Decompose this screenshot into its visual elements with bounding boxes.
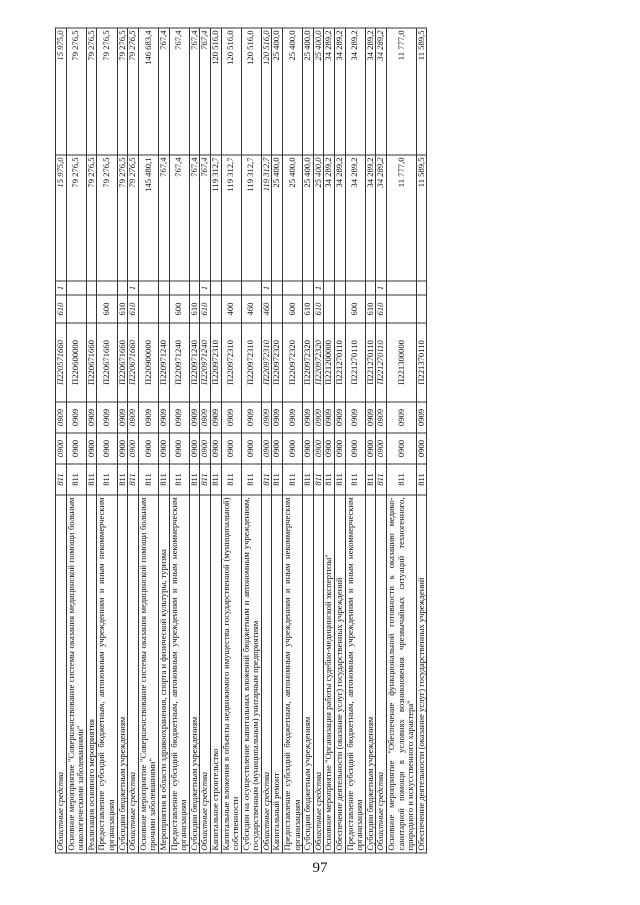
cell-source: 1	[376, 281, 387, 295]
cell-subsection: 0909	[158, 402, 169, 433]
cell-expense-type: 610	[128, 295, 139, 323]
cell-target-code: П220972320	[313, 323, 324, 402]
cell-target-code: П220971240	[158, 323, 169, 402]
cell-ministry: 811	[189, 464, 200, 495]
cell-name: Субсидии бюджетным учреждениям	[303, 495, 314, 853]
cell-ministry: 811	[313, 464, 324, 495]
cell-name: Обеспечение деятельности (оказание услуг) государственных учреждений	[416, 495, 427, 853]
cell-expense-type	[387, 295, 417, 323]
cell-section: 0900	[335, 433, 346, 464]
cell-subsection: 0909	[117, 402, 128, 433]
cell-section: 0900	[221, 433, 241, 464]
table-row	[283, 28, 303, 853]
cell-name: Субсидии на осуществление капитальных вложений бюджетным и автономным учреждениям, государственным (муниципальным) унитарным предприятиям	[241, 495, 261, 853]
cell-subsection: 0909	[376, 402, 387, 433]
cell-expense-type: 600	[345, 295, 365, 323]
cell-ministry: 811	[221, 464, 241, 495]
cell-expense-type: 600	[97, 295, 117, 323]
cell-source: 1	[313, 281, 324, 295]
cell-name: Основное мероприятие "Обеспечение функциональной готовности к оказанию медико-санитарной помощи в условиях возникновения чрезвычайных ситуаций техногенного, природного и искусственного характера"	[387, 495, 417, 853]
table-row	[97, 28, 117, 853]
cell-source	[66, 281, 86, 295]
cell-total: 767,4	[169, 28, 189, 155]
cell-target-code: П221270110	[376, 323, 387, 402]
cell-subsection: 0909	[313, 402, 324, 433]
table-row	[272, 28, 283, 853]
cell-name: Субсидии бюджетным учреждениям	[117, 495, 128, 853]
cell-total: 34 289,2	[365, 28, 376, 155]
cell-ministry: 811	[66, 464, 86, 495]
cell-section: 0900	[303, 433, 314, 464]
cell-ministry: 811	[345, 464, 365, 495]
cell-target-code: П221370110	[416, 323, 427, 402]
cell-expense-type: 610	[303, 295, 314, 323]
rotated-document-page	[15, 25, 625, 880]
cell-amount: 34 289,2	[335, 155, 346, 281]
cell-total: 767,4	[189, 28, 200, 155]
cell-expense-type	[86, 295, 97, 323]
table-row	[416, 28, 427, 853]
cell-total: 79 276,5	[128, 28, 139, 155]
table-row	[189, 28, 200, 853]
cell-section: 0900	[241, 433, 261, 464]
cell-target-code: П220900000	[138, 323, 158, 402]
page-number-container	[15, 858, 625, 880]
cell-subsection: 0909	[416, 402, 427, 433]
cell-name: Реализация основного мероприятия	[86, 495, 97, 853]
cell-amount: 25 400,0	[313, 155, 324, 281]
cell-target-code: П221270110	[365, 323, 376, 402]
cell-ministry: 811	[138, 464, 158, 495]
cell-ministry: 811	[158, 464, 169, 495]
cell-name: Предоставление субсидий бюджетным, автономным учреждениям и иным некоммерческим организациям	[283, 495, 303, 853]
cell-ministry: 811	[128, 464, 139, 495]
cell-target-code: П221300000	[387, 323, 417, 402]
cell-amount: 79 276,5	[117, 155, 128, 281]
cell-amount: 11 589,5	[416, 155, 427, 281]
cell-name: Мероприятия в области здравоохранения, спорта и физической культуры, туризма	[158, 495, 169, 853]
cell-source	[324, 281, 335, 295]
cell-expense-type	[210, 295, 221, 323]
cell-amount: 25 400,0	[283, 155, 303, 281]
cell-source	[117, 281, 128, 295]
cell-section: 0900	[416, 433, 427, 464]
cell-section: 0900	[169, 433, 189, 464]
cell-subsection: 0909	[272, 402, 283, 433]
cell-source: 1	[128, 281, 139, 295]
cell-subsection: 0909	[221, 402, 241, 433]
table-row	[313, 28, 324, 853]
cell-source	[86, 281, 97, 295]
cell-source	[365, 281, 376, 295]
table-body	[56, 28, 427, 853]
cell-expense-type	[272, 295, 283, 323]
cell-total: 79 276,5	[97, 28, 117, 155]
cell-amount: 767,4	[169, 155, 189, 281]
cell-amount: 25 400,0	[303, 155, 314, 281]
cell-target-code: П220971240	[200, 323, 211, 402]
cell-section: 0900	[200, 433, 211, 464]
cell-amount: 145 480,1	[138, 155, 158, 281]
cell-ministry: 811	[97, 464, 117, 495]
cell-total: 34 289,2	[376, 28, 387, 155]
cell-expense-type	[66, 295, 86, 323]
cell-name: Основное мероприятие "Совершенствование системы оказания медицинской помощи больным прочими заболеваниями"	[138, 495, 158, 853]
cell-amount: 79 276,5	[97, 155, 117, 281]
table-row	[169, 28, 189, 853]
cell-source: 1	[56, 281, 67, 295]
cell-amount: 25 400,0	[272, 155, 283, 281]
cell-amount: 767,4	[189, 155, 200, 281]
page-number: 97	[312, 860, 328, 876]
table-row	[138, 28, 158, 853]
cell-total: 120 516,0	[221, 28, 241, 155]
cell-section: 0900	[345, 433, 365, 464]
table-row	[335, 28, 346, 853]
table-row	[86, 28, 97, 853]
cell-total: 120 516,0	[261, 28, 272, 155]
cell-subsection: 0909	[345, 402, 365, 433]
cell-expense-type: 610	[56, 295, 67, 323]
cell-expense-type: 600	[169, 295, 189, 323]
cell-total: 120 516,0	[210, 28, 221, 155]
cell-target-code: П220972320	[303, 323, 314, 402]
table-row	[365, 28, 376, 853]
cell-subsection: 0909	[261, 402, 272, 433]
cell-amount: 15 975,0	[56, 155, 67, 281]
cell-ministry: 811	[365, 464, 376, 495]
table-row	[158, 28, 169, 853]
cell-name: Основное мероприятие "Совершенствование системы оказания медицинской помощи больным онкологическими заболеваниями"	[66, 495, 86, 853]
cell-amount: 11 777,0	[387, 155, 417, 281]
cell-section: 0900	[56, 433, 67, 464]
table-row	[56, 28, 67, 853]
cell-ministry: 811	[200, 464, 211, 495]
cell-total: 79 276,5	[66, 28, 86, 155]
cell-target-code: П220671660	[128, 323, 139, 402]
cell-name: Капитальные вложения в объекты недвижимого имущества государственной (муниципальной) собственности	[221, 495, 241, 853]
cell-amount: 79 276,5	[128, 155, 139, 281]
cell-total: 79 276,5	[86, 28, 97, 155]
cell-amount: 119 312,7	[261, 155, 272, 281]
cell-source: 1	[200, 281, 211, 295]
cell-section: 0900	[365, 433, 376, 464]
cell-ministry: 811	[376, 464, 387, 495]
cell-name: Областные средства	[313, 495, 324, 853]
cell-amount: 119 312,7	[210, 155, 221, 281]
cell-amount: 79 276,5	[66, 155, 86, 281]
cell-ministry: 811	[86, 464, 97, 495]
cell-expense-type: 400	[221, 295, 241, 323]
cell-expense-type	[138, 295, 158, 323]
cell-subsection: 0909	[210, 402, 221, 433]
cell-ministry: 811	[261, 464, 272, 495]
cell-target-code: П220972320	[272, 323, 283, 402]
cell-target-code: П220600000	[66, 323, 86, 402]
cell-expense-type: 610	[365, 295, 376, 323]
cell-source: 1	[261, 281, 272, 295]
table-row	[261, 28, 272, 853]
cell-ministry: 811	[416, 464, 427, 495]
table-row	[221, 28, 241, 853]
cell-name: Предоставление субсидий бюджетным, автономным учреждениям и иным некоммерческим организациям	[169, 495, 189, 853]
cell-subsection: 0909	[200, 402, 211, 433]
cell-name: Областные средства	[376, 495, 387, 853]
cell-section: 0900	[138, 433, 158, 464]
cell-subsection: 0909	[324, 402, 335, 433]
cell-subsection: 0909	[283, 402, 303, 433]
cell-total: 25 400,0	[283, 28, 303, 155]
cell-expense-type: 460	[241, 295, 261, 323]
cell-ministry: 811	[169, 464, 189, 495]
cell-expense-type: 610	[200, 295, 211, 323]
cell-source	[335, 281, 346, 295]
cell-total: 79 276,5	[117, 28, 128, 155]
cell-expense-type: 460	[261, 295, 272, 323]
cell-subsection: 0909	[169, 402, 189, 433]
cell-expense-type	[335, 295, 346, 323]
cell-section: 0900	[86, 433, 97, 464]
cell-target-code: П220571660	[56, 323, 67, 402]
cell-expense-type	[324, 295, 335, 323]
cell-section: 0900	[261, 433, 272, 464]
cell-subsection: 0909	[241, 402, 261, 433]
cell-target-code: П220972310	[221, 323, 241, 402]
cell-target-code: П220972310	[261, 323, 272, 402]
cell-total: 25 400,0	[272, 28, 283, 155]
cell-section: 0900	[66, 433, 86, 464]
cell-total: 25 400,0	[313, 28, 324, 155]
cell-total: 25 400,0	[303, 28, 314, 155]
cell-source	[387, 281, 417, 295]
cell-subsection: 0909	[128, 402, 139, 433]
cell-ministry: 811	[117, 464, 128, 495]
cell-expense-type: 610	[313, 295, 324, 323]
cell-target-code: П220972320	[283, 323, 303, 402]
cell-amount: 119 312,7	[241, 155, 261, 281]
cell-target-code: П220671660	[86, 323, 97, 402]
cell-source	[97, 281, 117, 295]
cell-name: Основное мероприятие "Организация работы судебно-медицинской экспертизы"	[324, 495, 335, 853]
cell-section: 0900	[117, 433, 128, 464]
cell-source	[345, 281, 365, 295]
cell-expense-type: 600	[283, 295, 303, 323]
cell-source	[221, 281, 241, 295]
cell-subsection: 0909	[138, 402, 158, 433]
cell-section: 0900	[272, 433, 283, 464]
cell-name: Областные средства	[200, 495, 211, 853]
cell-ministry: 811	[241, 464, 261, 495]
cell-name: Капитальный ремонт	[272, 495, 283, 853]
cell-section: 0900	[128, 433, 139, 464]
cell-section: 0900	[97, 433, 117, 464]
cell-target-code: П221200000	[324, 323, 335, 402]
cell-amount: 119 312,7	[221, 155, 241, 281]
cell-subsection: 0909	[97, 402, 117, 433]
cell-target-code: П220971240	[169, 323, 189, 402]
table-row	[128, 28, 139, 853]
cell-amount: 767,4	[200, 155, 211, 281]
cell-section: 0900	[210, 433, 221, 464]
cell-name: Субсидии бюджетным учреждениям	[365, 495, 376, 853]
budget-table	[55, 28, 427, 854]
cell-ministry: 811	[283, 464, 303, 495]
cell-amount: 34 289,2	[365, 155, 376, 281]
cell-target-code: П221270110	[345, 323, 365, 402]
cell-target-code: П220971240	[189, 323, 200, 402]
cell-source	[283, 281, 303, 295]
cell-total: 120 516,0	[241, 28, 261, 155]
cell-section: 0900	[387, 433, 417, 464]
cell-total: 34 289,2	[345, 28, 365, 155]
cell-expense-type	[158, 295, 169, 323]
cell-ministry: 811	[56, 464, 67, 495]
cell-source	[210, 281, 221, 295]
cell-expense-type: 610	[189, 295, 200, 323]
table-row	[66, 28, 86, 853]
cell-section: 0900	[189, 433, 200, 464]
cell-total: 11 777,0	[387, 28, 417, 155]
cell-source	[272, 281, 283, 295]
cell-ministry: 811	[303, 464, 314, 495]
cell-expense-type: 610	[376, 295, 387, 323]
cell-total: 15 975,0	[56, 28, 67, 155]
cell-expense-type: 610	[117, 295, 128, 323]
cell-ministry: 811	[387, 464, 417, 495]
cell-ministry: 811	[210, 464, 221, 495]
cell-expense-type	[416, 295, 427, 323]
cell-total: 767,4	[200, 28, 211, 155]
cell-section: 0900	[313, 433, 324, 464]
cell-name: Областные средства	[261, 495, 272, 853]
cell-subsection: 0909	[303, 402, 314, 433]
table-row	[210, 28, 221, 853]
cell-source	[189, 281, 200, 295]
cell-target-code: П220671660	[97, 323, 117, 402]
cell-name: Предоставление субсидий бюджетным, автономным учреждениям и иным некоммерческим организациям	[345, 495, 365, 853]
cell-total: 11 589,5	[416, 28, 427, 155]
cell-ministry: 811	[324, 464, 335, 495]
cell-target-code: П220671660	[117, 323, 128, 402]
cell-source	[303, 281, 314, 295]
cell-subsection: 0909	[56, 402, 67, 433]
cell-section: 0900	[324, 433, 335, 464]
cell-source	[169, 281, 189, 295]
cell-subsection: 0909	[387, 402, 417, 433]
table-row	[241, 28, 261, 853]
cell-section: 0900	[158, 433, 169, 464]
cell-amount: 34 289,2	[324, 155, 335, 281]
cell-name: Капитальное строительство	[210, 495, 221, 853]
cell-target-code: П221270110	[335, 323, 346, 402]
cell-amount: 34 289,2	[376, 155, 387, 281]
cell-source	[158, 281, 169, 295]
cell-subsection: 0909	[365, 402, 376, 433]
table-row	[117, 28, 128, 853]
table-row	[387, 28, 417, 853]
cell-section: 0900	[283, 433, 303, 464]
cell-total: 34 289,2	[324, 28, 335, 155]
cell-total: 146 683,4	[138, 28, 158, 155]
cell-total: 767,4	[158, 28, 169, 155]
cell-amount: 79 276,5	[86, 155, 97, 281]
table-row	[376, 28, 387, 853]
table-row	[303, 28, 314, 853]
table-row	[200, 28, 211, 853]
cell-ministry: 811	[335, 464, 346, 495]
cell-target-code: П220972310	[241, 323, 261, 402]
table-row	[345, 28, 365, 853]
cell-amount: 34 289,2	[345, 155, 365, 281]
cell-ministry: 811	[272, 464, 283, 495]
table-row	[324, 28, 335, 853]
cell-name: Обеспечение деятельности (оказание услуг) государственных учреждений	[335, 495, 346, 853]
cell-source	[138, 281, 158, 295]
cell-amount: 767,4	[158, 155, 169, 281]
cell-source	[416, 281, 427, 295]
cell-name: Областные средства	[128, 495, 139, 853]
cell-source	[241, 281, 261, 295]
cell-target-code: П220972310	[210, 323, 221, 402]
cell-section: 0900	[376, 433, 387, 464]
cell-name: Областные средства	[56, 495, 67, 853]
cell-subsection: 0909	[335, 402, 346, 433]
cell-subsection: 0909	[86, 402, 97, 433]
cell-name: Предоставление субсидий бюджетным, автономным учреждениям и иным некоммерческим организациям	[97, 495, 117, 853]
cell-subsection: 0909	[66, 402, 86, 433]
cell-total: 34 289,2	[335, 28, 346, 155]
cell-name: Субсидии бюджетным учреждениям	[189, 495, 200, 853]
cell-subsection: 0909	[189, 402, 200, 433]
